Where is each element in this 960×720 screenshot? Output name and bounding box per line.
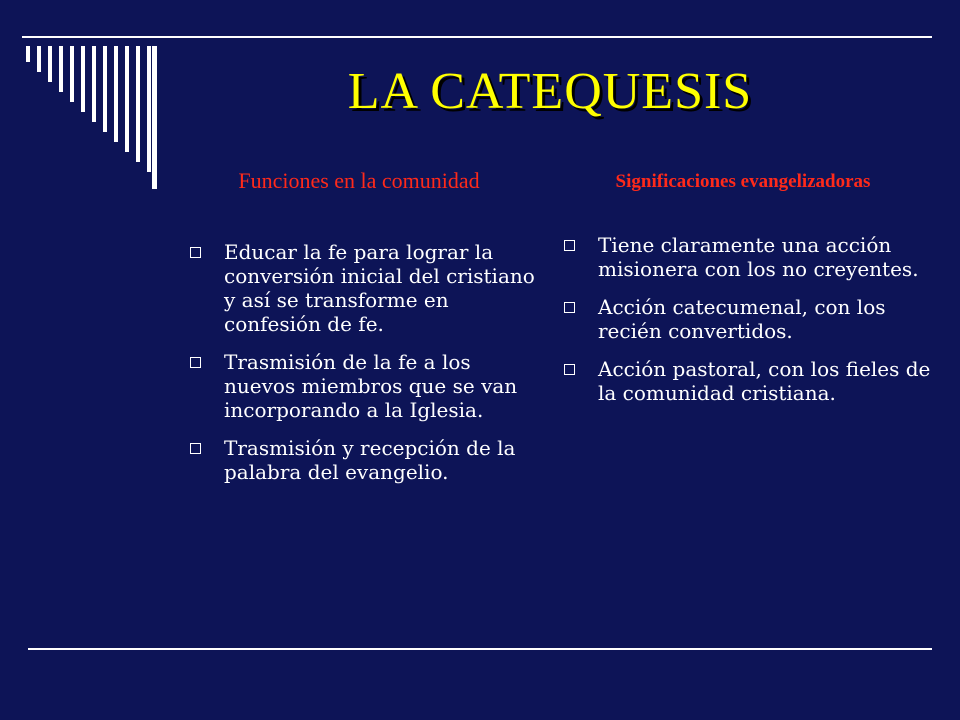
list-item-text: Trasmisión de la fe a los nuevos miembros que se van incorporando a la Iglesia. [224,350,518,422]
list-item [186,350,546,422]
hollow-square-bullet-icon [564,240,575,251]
list-item [186,436,546,484]
list-item [560,295,938,343]
hollow-square-bullet-icon [564,364,575,375]
list-item [560,233,938,281]
hollow-square-bullet-icon [190,443,201,454]
decorative-bar [136,46,140,162]
right-bullet-list [560,233,938,419]
list-item-text: Educar la fe para lograr la conversión inicial del cristiano y así se transforme en confesión de fe. [224,240,535,336]
left-column-heading: Funciones en la comunidad [238,168,480,193]
decorative-bar [114,46,118,142]
decorative-bar [37,46,41,72]
list-item-text: Acción pastoral, con los fieles de la comunidad cristiana. [598,357,931,405]
top-divider-line [22,36,932,38]
list-item-text: Tiene claramente una acción misionera con los no creyentes. [598,233,919,281]
slide-title: LA CATEQUESIS [347,63,753,120]
decorative-bar [92,46,96,122]
list-item-text: Trasmisión y recepción de la palabra del evangelio. [224,436,516,484]
right-column-heading: Significaciones evangelizadoras [615,171,871,192]
decorative-bar [48,46,52,82]
decorative-bar [103,46,107,132]
decorative-vertical-bars [0,0,170,200]
hollow-square-bullet-icon [190,357,201,368]
decorative-bar [81,46,85,112]
list-item [560,357,938,405]
hollow-square-bullet-icon [564,302,575,313]
bottom-divider-line [28,648,932,650]
hollow-square-bullet-icon [190,247,201,258]
list-item-text: Acción catecumenal, con los recién convertidos. [598,295,886,343]
left-bullet-list [186,240,546,498]
decorative-bar [26,46,30,62]
decorative-bar [70,46,74,102]
decorative-bar [125,46,129,152]
decorative-bar [147,46,151,172]
decorative-bar [59,46,63,92]
decorative-bar [152,46,157,189]
list-item [186,240,546,336]
